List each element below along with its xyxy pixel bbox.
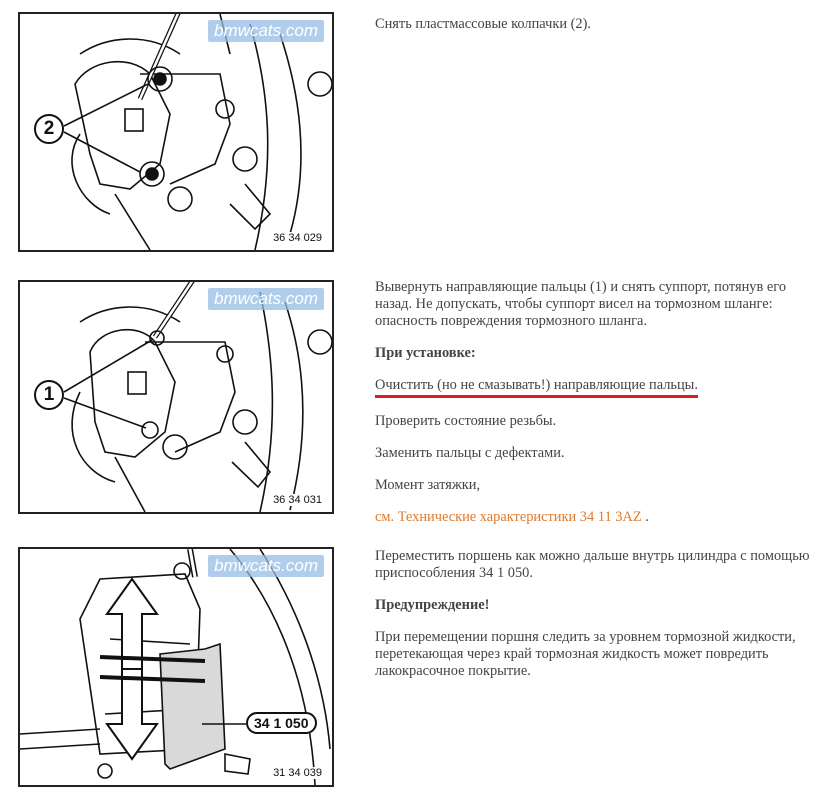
figure-code: 36 34 029 bbox=[273, 232, 322, 244]
step-1-text bbox=[375, 16, 815, 33]
figure-code: 31 34 039 bbox=[273, 767, 322, 779]
caliper-drawing bbox=[20, 282, 332, 512]
tool-number-label: 34 1 050 bbox=[246, 712, 317, 734]
watermark: bmwcats.com bbox=[208, 288, 324, 310]
highlighted-clean-note: Очистить (но не смазывать!) направляющие пальцы. bbox=[375, 377, 698, 398]
link-suffix: . bbox=[641, 509, 649, 525]
warning-text: При перемещении поршня следить за уровнем тормозной жидкости, перетекающая через край тормозная жидкость может повредить лакокрасочное покрытие. bbox=[375, 629, 796, 679]
step-3-text bbox=[375, 548, 815, 680]
instruction-text: Вывернуть направляющие пальцы (1) и снять суппорт, потянув его назад. Не допускать, чтобы суппорт висел на тормозном шланге: опасность повреждения тормозного шланга. bbox=[375, 279, 787, 329]
figure-push-piston bbox=[18, 547, 334, 787]
step-2-text bbox=[375, 279, 815, 526]
callout-number: 1 bbox=[34, 380, 64, 410]
watermark: bmwcats.com bbox=[208, 20, 324, 42]
figure-code: 36 34 031 bbox=[273, 494, 322, 506]
piston-tool-drawing bbox=[20, 549, 332, 785]
warning-heading: Предупреждение! bbox=[375, 597, 490, 613]
instruction-text: Снять пластмассовые колпачки (2). bbox=[375, 16, 591, 32]
torque-text: Момент затяжки, bbox=[375, 477, 481, 493]
watermark: bmwcats.com bbox=[208, 555, 324, 577]
callout-number: 2 bbox=[34, 114, 64, 144]
figure-remove-caps bbox=[18, 12, 334, 252]
install-heading: При установке: bbox=[375, 345, 476, 361]
figure-remove-guide-pins bbox=[18, 280, 334, 514]
replace-pins-text: Заменить пальцы с дефектами. bbox=[375, 445, 565, 461]
instruction-text: Переместить поршень как можно дальше внутрь цилиндра с помощью приспособления 34 1 050. bbox=[375, 548, 810, 581]
spec-link[interactable]: см. Технические характеристики 34 11 3AZ bbox=[375, 509, 642, 525]
caliper-drawing bbox=[20, 14, 332, 250]
check-thread-text: Проверить состояние резьбы. bbox=[375, 413, 557, 429]
